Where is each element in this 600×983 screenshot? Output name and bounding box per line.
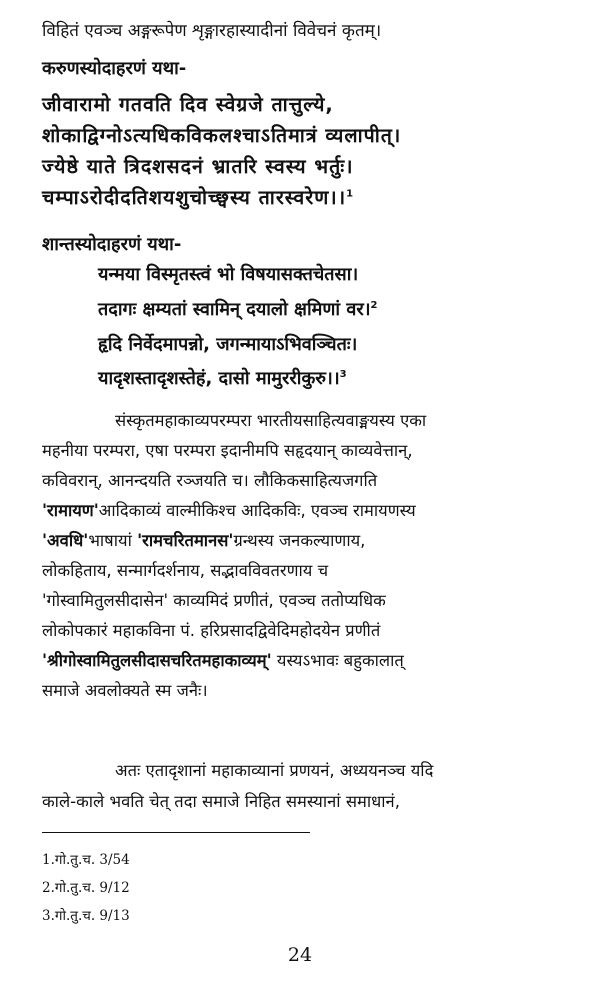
footnote-ref-3: 3 [339,369,347,380]
para1-line-6: लोकहिताय, सन्मार्गदर्शनाय, सद्भावविवतरणाय च [42,561,329,580]
ramcharitmanas-term: 'रामचरितमानस' [137,531,234,550]
para1-line-10: समाजे अवलोक्यते स्म जनैः। [42,681,208,700]
avadhi-term: 'अवधि' [42,531,89,550]
footnote-ref-1: 1 [346,188,355,200]
para1-line-4: 'रामायण'आदिकाव्यं वाल्मीकिश्च आदिकविः, एवञ्च रामायणस्य [42,501,416,520]
shanta-verse-line-1: यन्मया विस्मृतस्त्वं भो विषयासक्तचेतसा। [98,264,359,285]
karuna-verse-line-2: शोकाद्विग्नोऽत्यधिकविकलश्चाऽतिमात्रं व्यलापीत्। [42,124,402,147]
para1-line-7: 'गोस्वामितुलसीदासेन' काव्यमिदं प्रणीतं, एवञ्च ततोप्यधिक [42,591,386,610]
footnote-1: 1.गो.तु.च. 3/54 [42,852,130,868]
para2-line-1: अतः एतादृशानां महाकाव्यानां प्रणयनं, अध्ययनञ्च यदि [115,761,434,780]
intro-line: विहितं एवञ्च अङ्गरूपेण शृङ्गारहास्यादीनां विवेचनं कृतम्। [42,21,382,41]
shanta-verse-line-3: हृदि निर्वेदमापन्नो, जगन्मायाऽभिवञ्चितः। [98,334,358,355]
ramayana-term: 'रामायण' [42,501,99,520]
para1-line-8: लोकोपकारं महाकविना पं. हरिप्रसादद्विवेदिमहोदयेन प्रणीतं [42,621,381,640]
para2-line-2: काले-काले भवति चेत् तदा समाजे निहित समस्यानां समाधानं, [42,792,400,811]
footnote-divider [42,832,310,833]
karuna-verse-line-3: ज्येष्ठे याते त्रिदशसदनं भ्रातरि स्वस्य भर्तुः। [42,155,354,178]
footnote-2: 2.गो.तु.च. 9/12 [42,880,130,896]
karuna-verse-line-1: जीवारामो गतवति दिव स्वेग्रजे तात्तुल्ये, [42,93,334,116]
para1-line-1: संस्कृतमहाकाव्यपरम्परा भारतीयसाहित्यवाङ्मयस्य एका [115,411,427,430]
shanta-heading: शान्तस्योदाहरणं यथा- [42,234,182,255]
footnote-ref-2: 2 [370,300,378,311]
karuna-heading: करुणस्योदाहरणं यथा- [42,58,187,79]
para1-line-9: 'श्रीगोस्वामितुलसीदासचरितमहाकाव्यम्' यस्यऽभावः बहुकालात् [42,651,404,670]
karuna-verse-line-4: चम्पाऽरोदीदतिशयशुचोच्छ्वस्य तारस्वरेण।।$^1$ [42,186,355,209]
shanta-verse-line-4: यादृशस्तादृशस्तेहं, दासो मामुररीकुरु।।$^3$ [98,368,347,389]
para1-line-5: 'अवधि'भाषायां 'रामचरितमानस'ग्रन्थस्य जनकल्याणाय, [42,531,366,550]
shanta-verse-line-2: तदागः क्षम्यतां स्वामिन् दयालो क्षमिणां वर।$^2$ [98,299,378,320]
page-number: 24 [287,944,313,966]
para1-line-3: कविवरान्, आनन्दयति रञ्जयति च। लौकिकसाहित्यजगति [42,471,378,490]
para1-line-2: महनीया परम्परा, एषा परम्परा इदानीमपि सहृदयान् काव्यवेत्तान्, [42,441,413,460]
footnote-3: 3.गो.तु.च. 9/13 [42,908,130,924]
mahakavya-title: 'श्रीगोस्वामितुलसीदासचरितमहाकाव्यम्' [42,651,272,670]
